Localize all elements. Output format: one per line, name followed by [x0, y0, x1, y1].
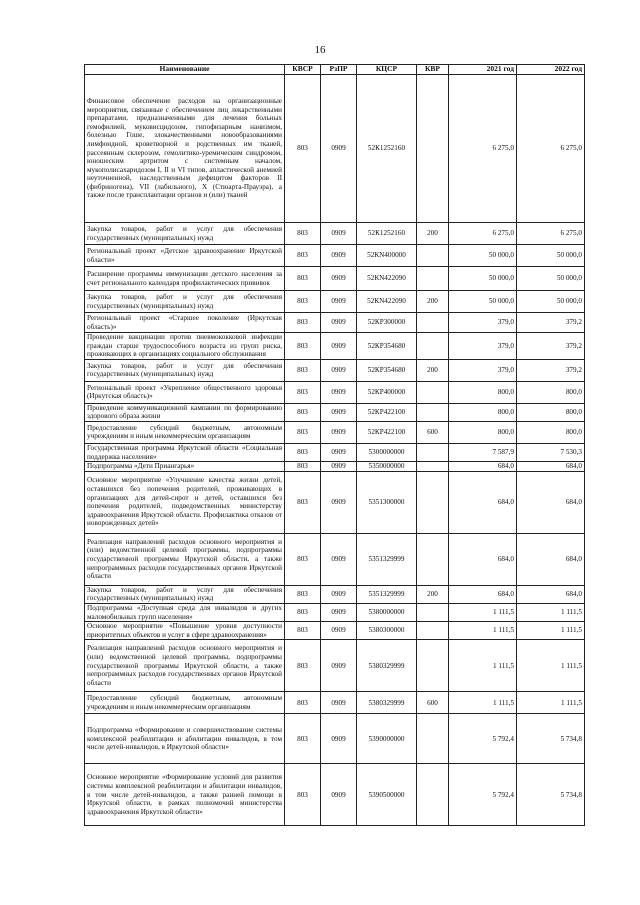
header-rzpr: РзПР — [321, 65, 357, 75]
row-amount-2021: 800,0 — [449, 421, 517, 443]
row-name: Подпрограмма «Доступная среда для инвалидов и других маломобильных групп населения» — [85, 603, 285, 621]
table-header-row — [85, 65, 585, 75]
row-kvr — [417, 714, 449, 764]
row-amount-2021: 5 792,4 — [449, 714, 517, 764]
row-kvsr: 803 — [285, 223, 321, 245]
row-amount-2021: 684,0 — [449, 462, 517, 472]
row-amount-2022: 379,2 — [517, 333, 585, 360]
table-row — [85, 245, 585, 267]
row-amount-2021: 684,0 — [449, 585, 517, 603]
row-amount-2022: 7 530,3 — [517, 443, 585, 461]
row-rzpr: 0909 — [321, 245, 357, 267]
row-kcsr: 52КР422100 — [357, 403, 417, 421]
row-kvsr: 803 — [285, 291, 321, 313]
table-row — [85, 622, 585, 640]
row-kvsr: 803 — [285, 359, 321, 381]
row-rzpr: 0909 — [321, 267, 357, 291]
row-kvr — [417, 403, 449, 421]
row-kvsr: 803 — [285, 267, 321, 291]
row-kvr — [417, 462, 449, 472]
row-amount-2021: 684,0 — [449, 533, 517, 585]
row-kcsr: 5390500000 — [357, 764, 417, 826]
row-kvr — [417, 622, 449, 640]
row-name: Закупка товаров, работ и услуг для обеспечения государственных (муниципальных) нужд — [85, 223, 285, 245]
row-amount-2021: 6 275,0 — [449, 75, 517, 223]
row-kvr: 200 — [417, 585, 449, 603]
row-amount-2022: 684,0 — [517, 471, 585, 533]
row-rzpr: 0909 — [321, 622, 357, 640]
header-kvsr: КВСР — [285, 65, 321, 75]
row-kvr: 200 — [417, 359, 449, 381]
header-year-2021: 2021 год — [449, 65, 517, 75]
row-kcsr: 52КN422090 — [357, 267, 417, 291]
row-amount-2021: 800,0 — [449, 403, 517, 421]
row-kcsr: 52КN422090 — [357, 291, 417, 313]
row-rzpr: 0909 — [321, 291, 357, 313]
row-rzpr: 0909 — [321, 764, 357, 826]
header-kvr: КВР — [417, 65, 449, 75]
table-row — [85, 223, 585, 245]
row-kvsr: 803 — [285, 714, 321, 764]
row-amount-2021: 50 000,0 — [449, 245, 517, 267]
table-row — [85, 714, 585, 764]
row-kcsr: 5350000000 — [357, 462, 417, 472]
row-kvsr: 803 — [285, 585, 321, 603]
row-kcsr: 52КР300000 — [357, 313, 417, 333]
row-kvsr: 803 — [285, 75, 321, 223]
row-amount-2021: 379,0 — [449, 333, 517, 360]
table-row — [85, 291, 585, 313]
row-kcsr: 52КР400000 — [357, 381, 417, 403]
table-row — [85, 462, 585, 472]
row-name: Региональный проект «Укрепление общественного здоровья (Иркутская область)» — [85, 381, 285, 403]
row-kcsr: 52КР354680 — [357, 333, 417, 360]
row-amount-2021: 6 275,0 — [449, 223, 517, 245]
row-rzpr: 0909 — [321, 403, 357, 421]
row-kvr — [417, 533, 449, 585]
row-kvsr: 803 — [285, 245, 321, 267]
row-amount-2022: 6 275,0 — [517, 223, 585, 245]
row-rzpr: 0909 — [321, 223, 357, 245]
row-kvr — [417, 764, 449, 826]
row-name: Реализация направлений расходов основного мероприятия и (или) ведомственной целевой программы, подпрограммы государственной программы Иркутской области, а также непрограммных расходов государственных органов Иркутской области — [85, 640, 285, 692]
row-kcsr: 5390000000 — [357, 714, 417, 764]
table-row — [85, 333, 585, 360]
row-name: Проведение вакцинации против пневмококковой инфекции граждан старше трудоспособного возраста из групп риска, проживающих в организациях социального обслуживания — [85, 333, 285, 360]
row-name: Реализация направлений расходов основного мероприятия и (или) ведомственной целевой программы, подпрограммы государственной программы Иркутской области, а также непрограммных расходов государственных органов Иркутской области — [85, 533, 285, 585]
table-body — [85, 75, 585, 826]
row-rzpr: 0909 — [321, 313, 357, 333]
row-name: Государственная программа Иркутской области «Социальная поддержка населения» — [85, 443, 285, 461]
row-amount-2021: 1 111,5 — [449, 622, 517, 640]
row-amount-2022: 5 734,8 — [517, 714, 585, 764]
row-amount-2022: 800,0 — [517, 403, 585, 421]
row-name: Проведение коммуникационной кампании по формированию здорового образа жизни — [85, 403, 285, 421]
row-amount-2022: 5 734,8 — [517, 764, 585, 826]
row-kvr: 600 — [417, 692, 449, 714]
row-rzpr: 0909 — [321, 381, 357, 403]
row-kvr — [417, 640, 449, 692]
table-row — [85, 692, 585, 714]
row-kvr — [417, 381, 449, 403]
row-rzpr: 0909 — [321, 359, 357, 381]
budget-table — [84, 64, 585, 826]
row-amount-2021: 50 000,0 — [449, 291, 517, 313]
row-amount-2022: 684,0 — [517, 462, 585, 472]
row-amount-2022: 50 000,0 — [517, 267, 585, 291]
row-amount-2022: 1 111,5 — [517, 692, 585, 714]
table-row — [85, 421, 585, 443]
row-kcsr: 5300000000 — [357, 443, 417, 461]
row-amount-2022: 1 111,5 — [517, 622, 585, 640]
row-kvsr: 803 — [285, 640, 321, 692]
row-kvsr: 803 — [285, 764, 321, 826]
table-row — [85, 764, 585, 826]
row-kvr: 200 — [417, 291, 449, 313]
row-kcsr: 5380300000 — [357, 622, 417, 640]
row-name: Закупка товаров, работ и услуг для обеспечения государственных (муниципальных) нужд — [85, 585, 285, 603]
row-kvsr: 803 — [285, 462, 321, 472]
row-amount-2021: 50 000,0 — [449, 267, 517, 291]
row-amount-2021: 5 792,4 — [449, 764, 517, 826]
row-amount-2022: 800,0 — [517, 381, 585, 403]
row-kvr — [417, 471, 449, 533]
row-kvsr: 803 — [285, 421, 321, 443]
row-kvr: 600 — [417, 421, 449, 443]
header-name: Наименование — [85, 65, 285, 75]
row-rzpr: 0909 — [321, 421, 357, 443]
row-name: Региональный проект «Детское здравоохранение Иркутской области» — [85, 245, 285, 267]
row-name: Закупка товаров, работ и услуг для обеспечения государственных (муниципальных) нужд — [85, 359, 285, 381]
row-amount-2022: 684,0 — [517, 585, 585, 603]
row-kvsr: 803 — [285, 381, 321, 403]
row-kvsr: 803 — [285, 471, 321, 533]
row-amount-2022: 50 000,0 — [517, 245, 585, 267]
row-amount-2021: 800,0 — [449, 381, 517, 403]
row-kvsr: 803 — [285, 533, 321, 585]
row-amount-2022: 800,0 — [517, 421, 585, 443]
row-name: Расширение программы иммунизации детского населения за счет регионального календаря профилактических прививок — [85, 267, 285, 291]
row-kvr — [417, 333, 449, 360]
row-kcsr: 5380329999 — [357, 640, 417, 692]
row-amount-2022: 379,2 — [517, 313, 585, 333]
table-row — [85, 359, 585, 381]
table-row — [85, 381, 585, 403]
row-name: Финансовое обеспечение расходов на организационные мероприятия, связанные с обеспечением лиц лекарственными препаратами, предназначенными для лечения больных гемофилией, муковисцидозом, гипофизарным нанизмом, болезнью Гоше, злокачественными новообразованиями лимфоидной, кроветворной и родственных им тканей, рассеянным склерозом, гемолитико-уремическим синдромом, юношеским артритом с системным началом, мукополисахаридозом I, II и VI типов, апластической анемией неуточненной, наследственным дефицитом факторов II (фибриногена), VII (лабильного), X (Стюарта-Прауэра), а также после трансплантации органов и (или) тканей — [85, 75, 285, 223]
row-kcsr: 52КР354680 — [357, 359, 417, 381]
row-kcsr: 5380000000 — [357, 603, 417, 621]
row-kvsr: 803 — [285, 403, 321, 421]
row-amount-2021: 379,0 — [449, 313, 517, 333]
row-name: Предоставление субсидий бюджетным, автономным учреждениям и иным некоммерческим организациям — [85, 692, 285, 714]
row-kvr — [417, 245, 449, 267]
row-name: Основное мероприятие «Повышение уровня доступности приоритетных объектов и услуг в сфере здравоохранения» — [85, 622, 285, 640]
row-rzpr: 0909 — [321, 640, 357, 692]
row-kcsr: 5351329999 — [357, 585, 417, 603]
row-name: Предоставление субсидий бюджетным, автономным учреждениям и иным некоммерческим организациям — [85, 421, 285, 443]
row-kvsr: 803 — [285, 692, 321, 714]
row-kvr — [417, 313, 449, 333]
row-rzpr: 0909 — [321, 462, 357, 472]
row-amount-2022: 379,2 — [517, 359, 585, 381]
row-kvsr: 803 — [285, 313, 321, 333]
row-amount-2022: 1 111,5 — [517, 640, 585, 692]
row-kvr — [417, 267, 449, 291]
row-kvr — [417, 603, 449, 621]
row-name: Основное мероприятие «Улучшение качества жизни детей, оставшихся без попечения родителей, проживающих в организациях для детей-сирот и детей, оставшихся без попечения родителей, подведомственных министерству здравоохранения Иркутской области. Профилактика отказов от новорожденных детей» — [85, 471, 285, 533]
table-row — [85, 313, 585, 333]
row-name: Региональный проект «Старшее поколение (Иркутская область)» — [85, 313, 285, 333]
row-name: Подпрограмма «Формирование и совершенствование системы комплексной реабилитации и абилитации инвалидов, в том числе детей-инвалидов, в Иркутской области» — [85, 714, 285, 764]
row-name: Основное мероприятие «Формирование условий для развития системы комплексной реабилитации и абилитации инвалидов, в том числе детей-инвалидов, а также ранней помощи в Иркутской области, в рамках полномочий министерства здравоохранения Иркутской области» — [85, 764, 285, 826]
row-kcsr: 52К1252160 — [357, 75, 417, 223]
table-row — [85, 585, 585, 603]
table-row — [85, 603, 585, 621]
table-row — [85, 471, 585, 533]
row-kvr — [417, 443, 449, 461]
row-kvsr: 803 — [285, 622, 321, 640]
page-number: 16 — [314, 44, 326, 56]
row-kcsr: 52КN400000 — [357, 245, 417, 267]
row-amount-2022: 6 275,0 — [517, 75, 585, 223]
header-year-2022: 2022 год — [517, 65, 585, 75]
row-kcsr: 5351300000 — [357, 471, 417, 533]
row-rzpr: 0909 — [321, 333, 357, 360]
row-amount-2022: 50 000,0 — [517, 291, 585, 313]
row-amount-2021: 684,0 — [449, 471, 517, 533]
row-amount-2021: 1 111,5 — [449, 640, 517, 692]
table-row — [85, 533, 585, 585]
row-amount-2021: 379,0 — [449, 359, 517, 381]
row-rzpr: 0909 — [321, 443, 357, 461]
table-row — [85, 640, 585, 692]
row-amount-2022: 684,0 — [517, 533, 585, 585]
row-rzpr: 0909 — [321, 692, 357, 714]
row-amount-2021: 1 111,5 — [449, 692, 517, 714]
row-kcsr: 5380329999 — [357, 692, 417, 714]
row-kvr — [417, 75, 449, 223]
table-row — [85, 267, 585, 291]
row-rzpr: 0909 — [321, 714, 357, 764]
row-name: Подпрограмма «Дети Приангарья» — [85, 462, 285, 472]
row-kcsr: 52К1252160 — [357, 223, 417, 245]
row-kvr: 200 — [417, 223, 449, 245]
header-kcsr: КЦСР — [357, 65, 417, 75]
row-kvsr: 803 — [285, 603, 321, 621]
row-amount-2021: 1 111,5 — [449, 603, 517, 621]
row-rzpr: 0909 — [321, 533, 357, 585]
row-rzpr: 0909 — [321, 585, 357, 603]
row-rzpr: 0909 — [321, 603, 357, 621]
row-name: Закупка товаров, работ и услуг для обеспечения государственных (муниципальных) нужд — [85, 291, 285, 313]
row-rzpr: 0909 — [321, 471, 357, 533]
row-kcsr: 52КР422100 — [357, 421, 417, 443]
row-amount-2021: 7 587,9 — [449, 443, 517, 461]
row-rzpr: 0909 — [321, 75, 357, 223]
table-row — [85, 75, 585, 223]
table-row — [85, 443, 585, 461]
row-amount-2022: 1 111,5 — [517, 603, 585, 621]
row-kvsr: 803 — [285, 443, 321, 461]
table-row — [85, 403, 585, 421]
row-kcsr: 5351329999 — [357, 533, 417, 585]
row-kvsr: 803 — [285, 333, 321, 360]
